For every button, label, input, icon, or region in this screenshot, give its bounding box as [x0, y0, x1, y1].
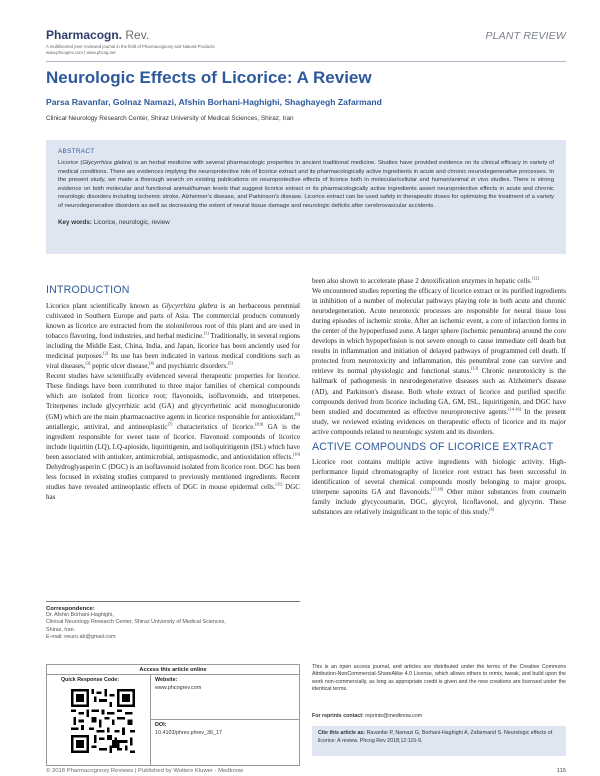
doi-link[interactable]: 10.4103/phrev.phrev_36_17: [155, 730, 223, 736]
right-paragraph-3: Licorice root contains multiple active ingredients with biologic activity. High-performance liquid chromatography of licorice root extract has been successful in identification of several chemical compounds mostly belonging to major groups, triterpene saponins GA and flavonoids.[17,18] Other minor substances from coumarin family include glycycoumarin, DGC, glycyrol, licoflavonol, and glycyrin. These substances are relatively insignificant to the topic of this study.[6]: [312, 457, 567, 516]
license-text: This is an open access journal, and articles are distributed under the terms of the Creative Commons Attribution-NonCommercial-ShareAlike 4.0 License, which allows others to remix, tweak, and build upon the work non-commercially, as long as appropriate credit is given and the new creations are licensed under the identical terms.: [312, 664, 566, 692]
intro-paragraph-2: Recent studies have scientifically evidenced several therapeutic properties for licorice. These findings have been contributed to three major families of chemical compounds which are isolated from licorice root; flavonoids, isoflavonoids, and triterpenes. Triterpenes include glycyrrhizic acid (GA) and glycyrrhetinic acid monoglucuronide (GM) which are the main pharmacoactive agents in licorice responsible for antioxidant,[6] antiallergic, antiviral, and antineoplastic[7] characteristics of licorice.[8,9] GA is the ingredient responsible for sweet taste of licorice. Flavonoid compounds of licorice include liquiritin (LQ), LQ-apioside, liquiritigenin, and isoliquiritigenin (ISL) which have been associated with antiulcer, antimicrobial, antispasmodic, and antioxidation effects.[10] Dehydroglyasperin C (DGC) is an isoflavonoid isolated from licorice root. DGC has been less focused in existing studies compared to previously mentioned ingredients. Recent studies have revealed antineoplastic effects of DGC in mouse epidermal cells.[11] DGC has: [46, 372, 301, 501]
header-divider: [46, 61, 566, 62]
abstract-box: [46, 140, 566, 254]
qr-code-icon[interactable]: [71, 689, 135, 753]
qr-cell: [47, 675, 151, 765]
access-info: [151, 675, 299, 765]
page-number: 115: [556, 768, 566, 774]
journal-website: www.phcogrev.com | www.phcog.net: [46, 50, 116, 55]
intro-paragraph-1: Licorice plant scientifically known as Glycyrrhiza glabra is an herbaceous perennial cultivated in Southern Europe and parts of Asia. The commercial products commonly known as licorice are extracted from the stoloniferous root of this plant and are used in tobacco flavoring, food industries, and herbal medicine.[1] Traditionally, in several regions including the Middle East, China, India, and Japan, licorice has been anciently used for medicinal purposes.[2] Its use has been indicated in various medical conditions such as viral diseases,[3] peptic ulcer disease,[4] and psychiatric disorders.[5]: [46, 302, 300, 371]
reprints-email[interactable]: reprints@medknow.com: [365, 713, 423, 719]
introduction-heading: INTRODUCTION: [46, 284, 130, 296]
doi-cell: [151, 720, 299, 765]
website-cell: [151, 675, 299, 720]
abstract-text: Licorice (Glycyrrhiza glabra) is an herbal medicine with several pharmacologic properties in ancient traditional medicine. Studies have provided evidence on its clinical efficacy in variety of medical conditions. There are evidences implying the neuroprotective role of licorice extract and its pharmacologically active ingredients in acute and chronic neurodegenerative processes. In the present study, we made a thorough search on existing publications on neuroprotective effects of licorice both in molecular/cellular and human/animal in vivo studies. There is strong evidence on both molecular and functional animal/human levels that suggest licorice extract or its pharmacologically active ingredients assert neuroprotective effects in acute and chronic neurologic disorders including ischemic stroke, Alzheimer's disease, and Parkinson's disease. Licorice extract can be used safely in therapeutic doses for optimizing the treatment of a variety of neurodegenerative disorders as well as decreasing the extent of neural tissue damage and neurologic deficits after cerebrovascular accidents.: [58, 160, 554, 209]
right-paragraph-2: We encountered studies reporting the efficacy of licorice extract or its purified ingredients in inhibition of a number of molecular pathways playing role in both acute and chronic neurodegeneration. Acute neurotoxic processes are responsible for neural tissue loss during episodes of ischemic stroke. After an ischemic event, a core of infarction forms in the center of the hypoperfused zone. A larger sphere (ischemic penumbra) around the core develops in which hypoperfusion is not severe enough to cause immediate cell death but results in inflammation and initiation of delayed pathways of programmed cell death. If protected from neurotoxicity and inflammation, this penumbral zone can survive and retrieve its normal physiologic and functional status.[13] Chronic neurotoxicity is the hallmark of pathogenesis in neurodegenerative diseases such as Alzheimer's disease (AD), and Parkinson's disease. Both whole extract of licorice and purified specific compounds derived from licorice including GA, GM, ISL, liquiritigenin, and DGC have been studied and documented as effective neuroprotective agents.[14-16] In the present study, we reviewed existing evidences on therapeutic effects of licorice and its major active compounds related to neurologic system and its disorders.: [312, 287, 566, 436]
page-footer: [46, 768, 566, 774]
right-paragraph-1: been also shown to accelerate phase 2 detoxification enzymes in hepatic cells.[12]: [312, 275, 539, 285]
journal-subtitle: A multifaceted peer reviewed journal in the field of Pharmacognosy and Natural Products www.phcogrev.com | www.phcog.net: [46, 44, 346, 56]
left-column: [46, 284, 300, 502]
journal-name: Pharmacogn. Rev.: [46, 28, 150, 42]
section-label: PLANT REVIEW: [485, 30, 566, 42]
abstract-heading: ABSTRACT: [58, 148, 95, 155]
correspondence-email[interactable]: E-mail: neuro.ab@gmail.com: [46, 634, 116, 641]
right-column: [312, 276, 566, 517]
footer-copyright: © 2018 Pharmacognosy Reviews | Published by Wolters Kluwer - Medknow: [46, 768, 244, 774]
website-label: Website:: [155, 677, 178, 683]
reprints-contact: For reprints contact: reprints@medknow.com: [312, 713, 423, 719]
correspondence-heading: Correspondence:: [46, 606, 95, 612]
article-title: Neurologic Effects of Licorice: A Review: [46, 68, 372, 87]
access-heading: Access this article online: [47, 665, 299, 675]
website-link[interactable]: www.phcogrev.com: [155, 685, 202, 691]
correspondence-institution: Clinical Neurology Research Center, Shiraz University of Medical Sciences,: [46, 619, 226, 626]
article-affiliation: Clinical Neurology Research Center, Shiraz University of Medical Sciences, Shiraz, Iran: [46, 115, 294, 122]
journal-header: [46, 28, 566, 70]
citation-box: [312, 726, 566, 756]
correspondence-name: Dr. Afshin Borhani-Haghighi,: [46, 612, 114, 618]
qr-label: Quick Response Code:: [61, 677, 119, 683]
access-online-box: [46, 664, 300, 766]
citation-label: Cite this article as:: [318, 730, 366, 736]
active-compounds-heading: ACTIVE COMPOUNDS OF LICORICE EXTRACT: [312, 440, 554, 453]
doi-label: DOI:: [155, 722, 167, 728]
correspondence-box: [46, 601, 300, 642]
keywords: Key words: Licorice, neurologic, review: [58, 218, 170, 226]
article-authors: Parsa Ravanfar, Golnaz Namazi, Afshin Borhani-Haghighi, Shaghayegh Zafarmand: [46, 97, 382, 107]
correspondence-city: Shiraz, Iran.: [46, 626, 76, 633]
citation-text: Ravanfar P, Namazi G, Borhani-Haghighi A, Zafarmand S. Neurologic effects of licorice: A review. Phcog Rev 2018;12:115-9.: [318, 730, 553, 744]
